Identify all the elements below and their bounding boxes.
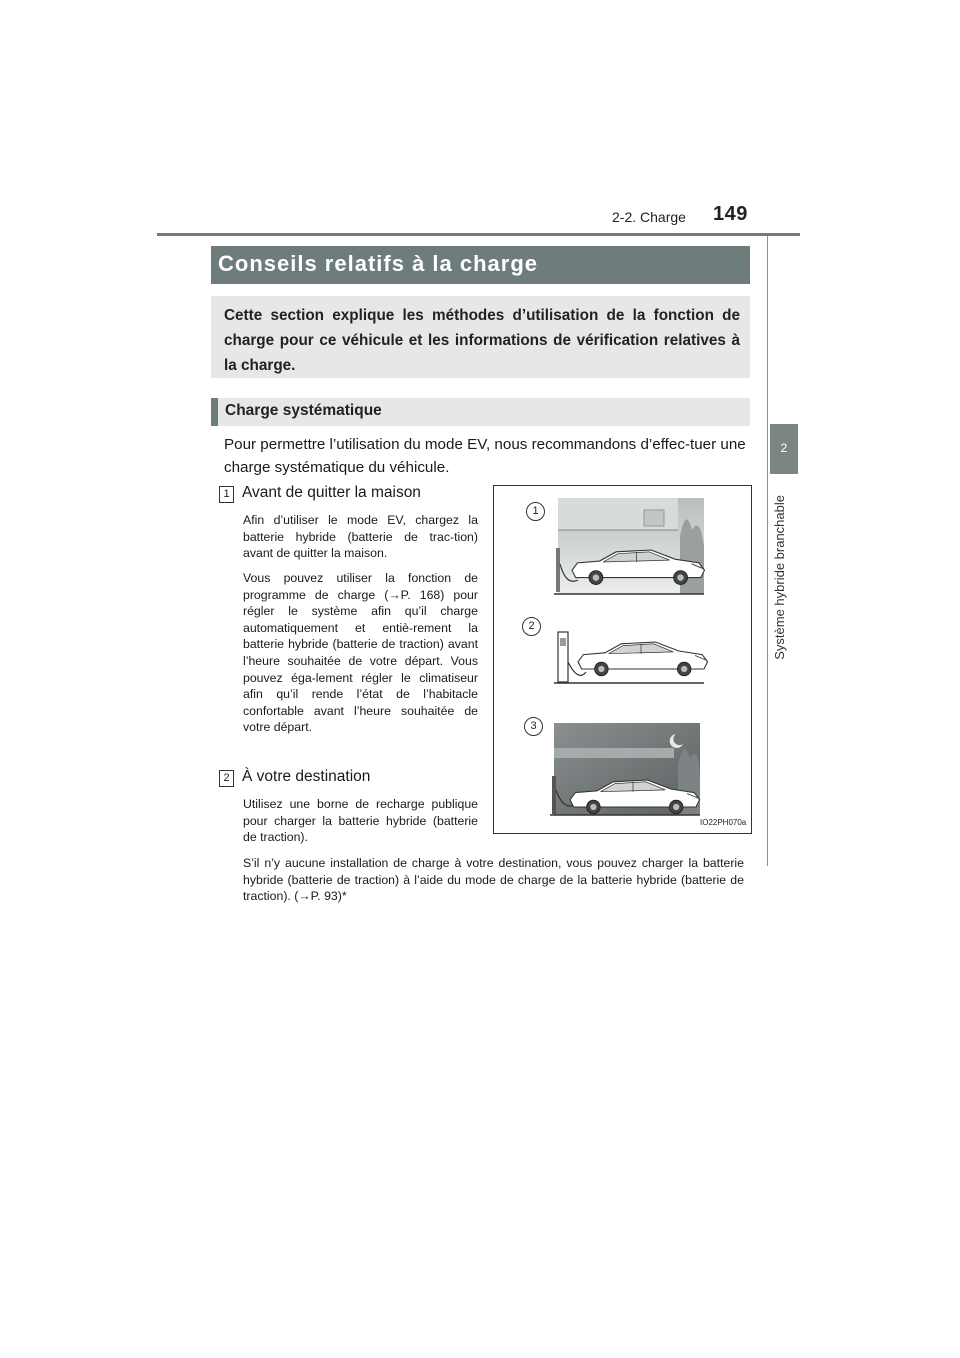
item-title-2: À votre destination [242,768,371,785]
item-number-2: 2 [219,770,234,787]
scene-home-night [550,723,700,815]
scene-label-2: 2 [522,617,541,636]
side-divider [767,236,768,866]
item-2-paragraph-2: S’il n’y aucune installation de charge à votre destination, vous pouvez charger la batterie hybride (batterie de traction) à l’aide du mode de charge de la batterie hybride (batterie de traction). (→P. 93)* [243,856,744,904]
subsection-heading: Charge systématique [225,402,382,419]
scene-public-station [554,632,708,683]
chapter-label-text: Système hybride branchable [772,495,787,660]
item-number-1: 1 [219,486,234,503]
header-rule [157,233,800,236]
running-header-section: 2-2. Charge [612,209,686,225]
charging-scenes-drawing [494,486,751,833]
item-title-1: Avant de quitter la maison [242,484,421,501]
chapter-tab: 2 [770,424,798,474]
item-1-paragraph-1: Afin d’utiliser le mode EV, chargez la batterie hybride (batterie de trac-tion) avant de quitter la maison. [243,513,478,561]
intro-text: Cette section explique les méthodes d’utilisation de la fonction de charge pour ce véhicule et les informations de vérification relatives à la charge. [224,307,740,374]
subsection-lead: Pour permettre l’utilisation du mode EV, nous recommandons d’effec-tuer une charge systématique du véhicule. [224,436,746,476]
figure-code: IO22PH070a [700,818,747,827]
subsection-accent [211,398,218,426]
item-1-paragraph-2: Vous pouvez utiliser la fonction de programme de charge (→P. 168) pour régler le système afin qu’il charge automatiquement et entiè-rement la batterie hybride (batterie de traction) avant l’heure souhaitée de votre départ. Vous pouvez éga-lement régler le climatiseur afin qu’il rende l’état de l’habitacle confortable avant l’heure souhaitée de votre départ. [243,571,478,735]
scene-label-3: 3 [524,717,543,736]
item-2-paragraph-1: Utilisez une borne de recharge publique pour charger la batterie hybride (batterie de traction). [243,797,478,845]
scene-home-day [554,498,704,594]
scene-label-1: 1 [526,502,545,521]
chapter-label [772,495,796,685]
charging-illustration [493,485,752,834]
page-title: Conseils relatifs à la charge [218,251,539,276]
page-number: 149 [713,203,748,225]
